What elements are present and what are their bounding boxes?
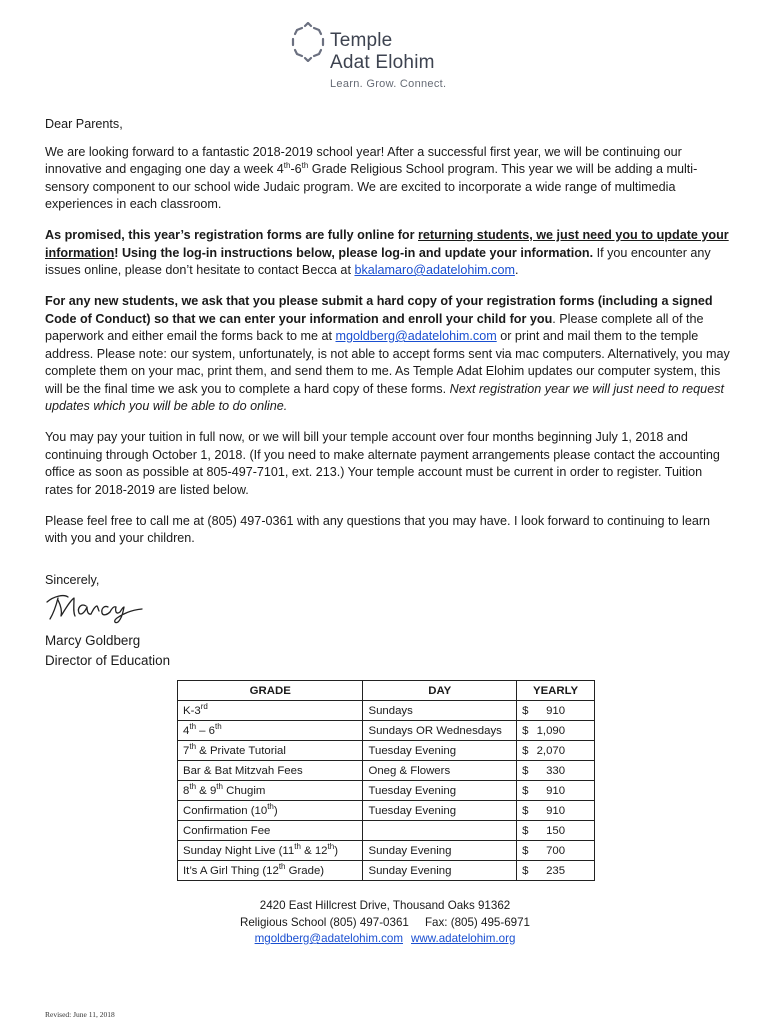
table-row bbox=[178, 741, 595, 761]
intro-text-c: Grade Religious School program. This year we will be adding a multi-sensory component to our school wide Judaic program. We are excited to incorporate a wide range of multimedia experiences in each classroom. bbox=[45, 162, 698, 211]
logo-name-line1: Temple bbox=[330, 30, 393, 51]
new-students-italic: Next registration year we will just need to request updates which you will be able to do online. bbox=[45, 381, 724, 413]
new-students-text-a: . Please complete all of the paperwork and either email the forms back to me at bbox=[45, 311, 704, 343]
temple-logo bbox=[288, 22, 458, 94]
closing: Sincerely, bbox=[45, 573, 100, 587]
paragraph-online-registration bbox=[45, 227, 731, 280]
yearly-cell: $ 910 bbox=[517, 701, 595, 721]
table-row bbox=[178, 861, 595, 881]
intro-sup-2: th bbox=[301, 160, 309, 170]
grade-cell: 4th – 6th bbox=[178, 721, 363, 741]
day-cell: Oneg & Flowers bbox=[363, 761, 517, 781]
yearly-cell: $ 700 bbox=[517, 841, 595, 861]
paragraph-new-students bbox=[45, 293, 731, 416]
grade-cell: It’s A Girl Thing (12th Grade) bbox=[178, 861, 363, 881]
marcy-email-link[interactable]: mgoldberg@adatelohim.com bbox=[335, 329, 497, 343]
table-header-row bbox=[178, 681, 595, 701]
revised-date: Revised: June 11, 2018 bbox=[45, 1010, 115, 1019]
day-cell bbox=[363, 821, 517, 841]
star-of-david-icon bbox=[288, 22, 328, 62]
intro-sup-1: th bbox=[283, 160, 291, 170]
yearly-cell: $ 330 bbox=[517, 761, 595, 781]
grade-cell: Bar & Bat Mitzvah Fees bbox=[178, 761, 363, 781]
signer-title: Director of Education bbox=[45, 653, 171, 668]
header-yearly: YEARLY bbox=[517, 681, 595, 701]
tuition-table bbox=[177, 680, 595, 881]
intro-text-a: We are looking forward to a fantastic 2018-2019 school year! After a successful first year, we will be continuing our innovative and engaging one day a week 4 bbox=[45, 144, 682, 176]
grade-cell: K-3rd bbox=[178, 701, 363, 721]
online-bold-a: As promised, this year’s registration forms are fully online for bbox=[45, 228, 419, 242]
footer-address: 2420 East Hillcrest Drive, Thousand Oaks 91362 bbox=[259, 899, 511, 912]
logo-tagline: Learn. Grow. Connect. bbox=[330, 78, 447, 90]
intro-text-b: -6 bbox=[290, 162, 302, 176]
new-students-text-b: or print and mail them to the temple address. Please note: our system, unfortunately, is not able to accept forms sent via mac computers. Alternatively, you may complete them on your mac, print them, and send them to me. As Temple Adat Elohim updates our computer system, this will be the final time we ask you to complete a hard copy of these forms. bbox=[45, 329, 730, 396]
footer bbox=[0, 898, 770, 948]
paragraph-tuition: You may pay your tuition in full now, or we will bill your temple account over four months beginning July 1, 2018 and continuing through October 1, 2018. (If you need to make alternate payment arrangements please contact the accounting office as soon as possible at 805-497-7101, ext. 213.) Your temple account must be current in order to register. Tuition rates for 2018-2019 are listed below. bbox=[45, 430, 720, 497]
table-row bbox=[178, 761, 595, 781]
day-cell: Tuesday Evening bbox=[363, 781, 517, 801]
yearly-cell: $ 2,070 bbox=[517, 741, 595, 761]
online-text: If you encounter any issues online, please don’t hesitate to contact Becca at bbox=[45, 245, 711, 277]
yearly-cell: $ 1,090 bbox=[517, 721, 595, 741]
grade-cell: 8th & 9th Chugim bbox=[178, 781, 363, 801]
table-row bbox=[178, 841, 595, 861]
online-bold-underlined: returning students, we just need you to update your information bbox=[45, 228, 729, 260]
new-students-bold: For any new students, we ask that you please submit a hard copy of your registration forms (including a signed Code of Conduct) so that we can enter your information and enroll your child for you bbox=[45, 294, 713, 326]
grade-cell: Confirmation (10th) bbox=[178, 801, 363, 821]
footer-website-link[interactable]: www.adatelohim.org bbox=[411, 932, 516, 945]
day-cell: Sunday Evening bbox=[363, 861, 517, 881]
online-bold-b: ! Using the log-in instructions below, please log-in and update your information. bbox=[114, 245, 594, 260]
day-cell: Tuesday Evening bbox=[363, 741, 517, 761]
logo-name-line2: Adat Elohim bbox=[330, 52, 435, 73]
footer-links bbox=[0, 931, 770, 948]
salutation: Dear Parents, bbox=[45, 117, 123, 131]
grade-cell: Sunday Night Live (11th & 12th) bbox=[178, 841, 363, 861]
day-cell: Sundays bbox=[363, 701, 517, 721]
letter-body bbox=[45, 116, 731, 561]
yearly-cell: $ 910 bbox=[517, 801, 595, 821]
paragraph-intro bbox=[45, 144, 731, 214]
grade-cell: 7th & Private Tutorial bbox=[178, 741, 363, 761]
header-grade: GRADE bbox=[178, 681, 363, 701]
table-row bbox=[178, 781, 595, 801]
signer-name: Marcy Goldberg bbox=[45, 633, 141, 648]
paragraph-contact: Please feel free to call me at (805) 497-0361 with any questions that you may have. I look forward to continuing to learn with you and your children. bbox=[45, 513, 711, 545]
day-cell: Sunday Evening bbox=[363, 841, 517, 861]
table-row bbox=[178, 801, 595, 821]
yearly-cell: $ 910 bbox=[517, 781, 595, 801]
table-row bbox=[178, 701, 595, 721]
footer-phones: Religious School (805) 497-0361 Fax: (805) 495-6971 bbox=[239, 915, 531, 929]
becca-email-link[interactable]: bkalamaro@adatelohim.com bbox=[354, 263, 515, 277]
header-day: DAY bbox=[363, 681, 517, 701]
yearly-cell: $ 150 bbox=[517, 821, 595, 841]
yearly-cell: $ 235 bbox=[517, 861, 595, 881]
grade-cell: Confirmation Fee bbox=[178, 821, 363, 841]
online-end: . bbox=[514, 263, 519, 277]
table-row bbox=[178, 721, 595, 741]
day-cell: Tuesday Evening bbox=[363, 801, 517, 821]
footer-email-link[interactable]: mgoldberg@adatelohim.com bbox=[254, 932, 403, 945]
table-row bbox=[178, 821, 595, 841]
handwritten-signature bbox=[44, 588, 148, 624]
day-cell: Sundays OR Wednesdays bbox=[363, 721, 517, 741]
